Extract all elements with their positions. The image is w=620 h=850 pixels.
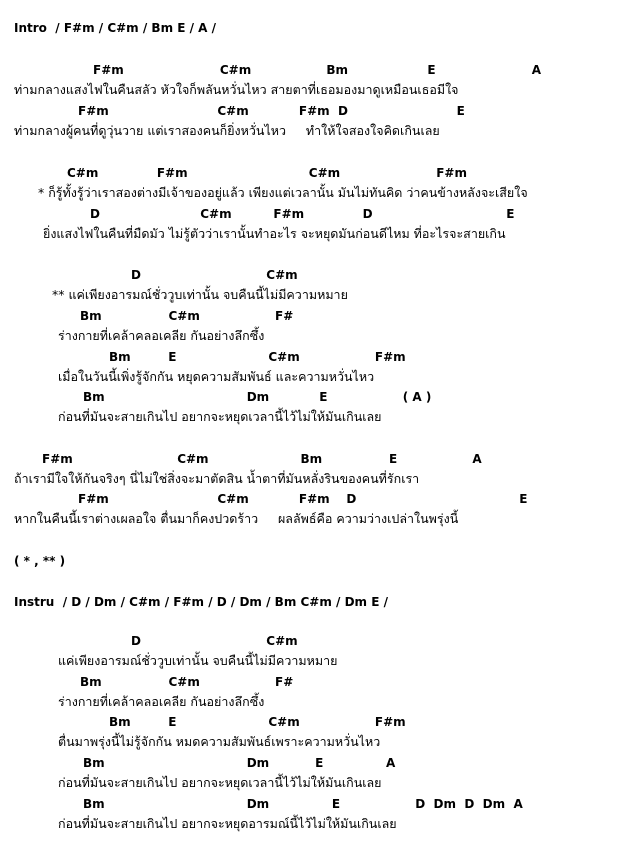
chord-line: D C#m F#m D E — [90, 207, 515, 221]
chord-line: Bm Dm E D Dm D Dm A — [83, 797, 523, 811]
lyric-line: ตื่นมาพรุ่งนี้ไม่รู้จักกัน หมดความสัมพันธ์เพราะความหวั่นไหว — [58, 734, 381, 749]
lyric-line: ท่ามกลางผู้คนที่ดูวุ่นวาย แต่เราสองคนก็ยิ่งหวั่นไหว ทำให้ใจสองใจคิดเกินเลย — [14, 123, 440, 138]
lyric-line: เมื่อในวันนี้เพิ่งรู้จักกัน หยุดความสัมพันธ์ และความหวั่นไหว — [58, 369, 375, 384]
chord-line: Bm Dm E ( A ) — [83, 390, 432, 404]
chord-line: Bm E C#m F#m — [109, 715, 406, 729]
chord-line: F#m C#m F#m D E — [78, 492, 528, 506]
chord-line: Bm C#m F# — [80, 675, 294, 689]
chord-line: F#m C#m Bm E A — [93, 63, 542, 77]
repeat-marker: ( * , ** ) — [14, 554, 66, 568]
chord-line: F#m C#m Bm E A — [42, 452, 482, 466]
lyric-line-verse: * ก็รู้ทั้งรู้ว่าเราสองต่างมีเจ้าของอยู่แล้ว เพียงแต่เวลานั้น มันไม่ทันคิด ว่าคนข้างหลังจะเสียใจ — [38, 185, 528, 200]
lyric-line: ยิ่งแสงไฟในคืนที่มืดมัว ไม่รู้ตัวว่าเรานั้นทำอะไร จะหยุดมันก่อนดีไหม ที่อะไรจะสายเกิน — [43, 226, 506, 241]
chord-line: Bm Dm E A — [83, 756, 396, 770]
lyric-line-chorus: ** แค่เพียงอารมณ์ชั่ววูบเท่านั้น จบคืนนี้ไม่มีความหมาย — [52, 287, 348, 302]
chord-line: D C#m — [131, 268, 298, 282]
lyric-line: ก่อนที่มันจะสายเกินไป อยากจะหยุดเวลานี้ไว้ไม่ให้มันเกินเลย — [58, 775, 382, 790]
lyric-line: ก่อนที่มันจะสายเกินไป อยากจะหยุดอารมณ์นี้ไว้ไม่ให้มันเกินเลย — [58, 816, 397, 831]
lyric-line: ท่ามกลางแสงไฟในคืนสลัว หัวใจก็พลันหวั่นไหว สายตาที่เธอมองมาดูเหมือนเธอมีใจ — [14, 82, 459, 97]
lyric-line: หากในคืนนี้เราต่างเผลอใจ ตื่นมาก็คงปวดร้าว ผลลัพธ์คือ ความว่างเปล่าในพรุ่งนี้ — [14, 511, 459, 526]
chord-line: F#m C#m F#m D E — [78, 104, 465, 118]
chord-line: Bm E C#m F#m — [109, 350, 406, 364]
lyric-line: ก่อนที่มันจะสายเกินไป อยากจะหยุดเวลานี้ไว้ไม่ให้มันเกินเลย — [58, 409, 382, 424]
lyric-line: ร่างกายที่เคล้าคลอเคลีย กันอย่างลึกซึ้ง — [58, 694, 265, 709]
chord-line: Bm C#m F# — [80, 309, 294, 323]
chord-line: D C#m — [131, 634, 298, 648]
lyric-line: ร่างกายที่เคล้าคลอเคลีย กันอย่างลึกซึ้ง — [58, 328, 265, 343]
lyric-line: ถ้าเรามีใจให้กันจริงๆ นี่ไม่ใช่สิ่งจะมาตัดสิน น้ำตาที่มันหลั่งรินของคนที่รักเรา — [14, 471, 420, 486]
chord-line: C#m F#m C#m F#m — [67, 166, 467, 180]
lyric-line: แค่เพียงอารมณ์ชั่ววูบเท่านั้น จบคืนนี้ไม่มีความหมาย — [58, 653, 338, 668]
intro-line: Intro / F#m / C#m / Bm E / A / — [14, 21, 217, 35]
instrumental-line: Instru / D / Dm / C#m / F#m / D / Dm / Bm C#m / Dm E / — [14, 595, 388, 609]
